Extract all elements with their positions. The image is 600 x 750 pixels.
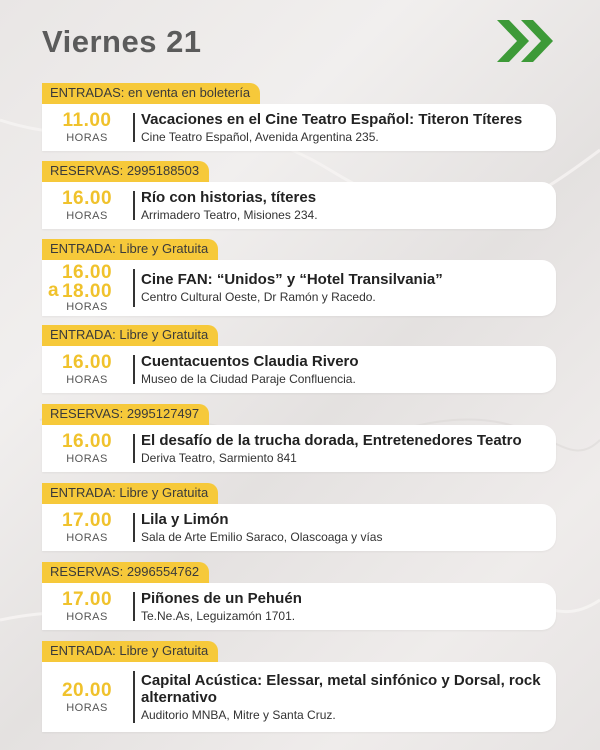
- event-card: [42, 346, 556, 393]
- event-hour: 16.00: [61, 431, 113, 452]
- event-tag: ENTRADA: Libre y Gratuita: [42, 483, 218, 504]
- event-hour: 17.00: [61, 510, 113, 531]
- separator: [133, 269, 135, 307]
- event-card: [42, 104, 556, 151]
- event-tag: ENTRADA: Libre y Gratuita: [42, 239, 218, 260]
- event-title: Cine FAN: “Unidos” y “Hotel Transilvania”: [141, 271, 443, 288]
- event-tag: ENTRADA: Libre y Gratuita: [42, 641, 218, 662]
- event-time: [42, 676, 132, 719]
- event-entry: [42, 562, 556, 630]
- event-hour-unit: HORAS: [66, 132, 108, 144]
- event-hour-unit: HORAS: [66, 701, 108, 714]
- event-entry: [42, 83, 556, 151]
- event-info: [132, 505, 390, 551]
- event-time: [42, 506, 132, 549]
- event-title: Capital Acústica: Elessar, metal sinfónico y Dorsal, rock alternativo: [141, 671, 541, 706]
- event-hour-unit: HORAS: [66, 453, 108, 465]
- event-info: [132, 105, 530, 151]
- double-chevron-right-icon[interactable]: [497, 18, 557, 64]
- event-tag: RESERVAS: 2995127497: [42, 404, 209, 425]
- event-info: [132, 584, 310, 630]
- event-venue: Centro Cultural Oeste, Dr Ramón y Racedo.: [141, 290, 376, 304]
- event-title: Río con historias, títeres: [141, 188, 317, 206]
- separator: [133, 513, 135, 542]
- separator: [133, 191, 135, 220]
- event-hour-end: 18.00: [61, 281, 113, 302]
- event-card: [42, 182, 556, 229]
- event-entry: [42, 483, 556, 551]
- event-info: [132, 183, 326, 229]
- event-entry: [42, 641, 556, 732]
- time-range-connector: a: [48, 280, 59, 301]
- event-hour: 16.00: [61, 188, 113, 209]
- event-hour-unit: HORAS: [66, 532, 108, 544]
- event-tag: RESERVAS: 2995188503: [42, 161, 209, 182]
- event-info: [132, 666, 556, 729]
- event-title: Vacaciones en el Cine Teatro Español: Titeron Títeres: [141, 110, 523, 128]
- event-time: [42, 184, 132, 227]
- event-venue: Museo de la Ciudad Paraje Confluencia.: [141, 371, 356, 386]
- event-venue: Arrimadero Teatro, Misiones 234.: [141, 207, 318, 222]
- separator: [133, 113, 135, 142]
- event-card: [42, 662, 556, 732]
- event-card: [42, 425, 556, 472]
- separator: [133, 355, 135, 384]
- page-title: Viernes 21: [42, 24, 202, 59]
- event-tag: ENTRADAS: en venta en boletería: [42, 83, 260, 104]
- event-tag: RESERVAS: 2996554762: [42, 562, 209, 583]
- event-hour-start: 16.00: [61, 262, 113, 283]
- event-hour: 17.00: [61, 589, 113, 610]
- event-time: [42, 427, 132, 470]
- event-venue: Deriva Teatro, Sarmiento 841: [141, 450, 297, 465]
- event-entry: [42, 325, 556, 393]
- event-card: [42, 260, 556, 316]
- event-info: [132, 265, 451, 311]
- event-hour: 16.00: [61, 352, 113, 373]
- event-hour: 20.00: [61, 679, 113, 701]
- event-entry: [42, 161, 556, 229]
- separator: [133, 671, 135, 723]
- event-hour-unit: HORAS: [66, 210, 108, 222]
- event-info: [132, 426, 530, 472]
- event-title: Piñones de un Pehuén: [141, 589, 302, 607]
- event-entry: [42, 239, 556, 316]
- event-venue: Cine Teatro Español, Avenida Argentina 235.: [141, 129, 379, 144]
- event-title: El desafío de la trucha dorada, Entretenedores Teatro: [141, 431, 522, 449]
- event-tag: ENTRADA: Libre y Gratuita: [42, 325, 218, 346]
- event-venue: Sala de Arte Emilio Saraco, Olascoaga y vías: [141, 529, 383, 544]
- event-hour-unit: HORAS: [66, 301, 108, 313]
- event-hour-unit: HORAS: [66, 374, 108, 386]
- event-time: [42, 260, 132, 316]
- event-title: Cuentacuentos Claudia Rivero: [141, 352, 359, 370]
- event-info: [132, 347, 367, 393]
- event-card: [42, 583, 556, 630]
- event-time: [42, 585, 132, 628]
- event-title: Lila y Limón: [141, 510, 229, 528]
- event-hour-unit: HORAS: [66, 611, 108, 623]
- separator: [133, 592, 135, 621]
- event-venue: Te.Ne.As, Leguizamón 1701.: [141, 608, 296, 623]
- event-venue: Auditorio MNBA, Mitre y Santa Cruz.: [141, 707, 336, 722]
- event-time: [42, 348, 132, 391]
- separator: [133, 434, 135, 463]
- event-hour: 11.00: [62, 110, 112, 131]
- event-entry: [42, 404, 556, 472]
- event-card: [42, 504, 556, 551]
- event-time: [42, 106, 132, 149]
